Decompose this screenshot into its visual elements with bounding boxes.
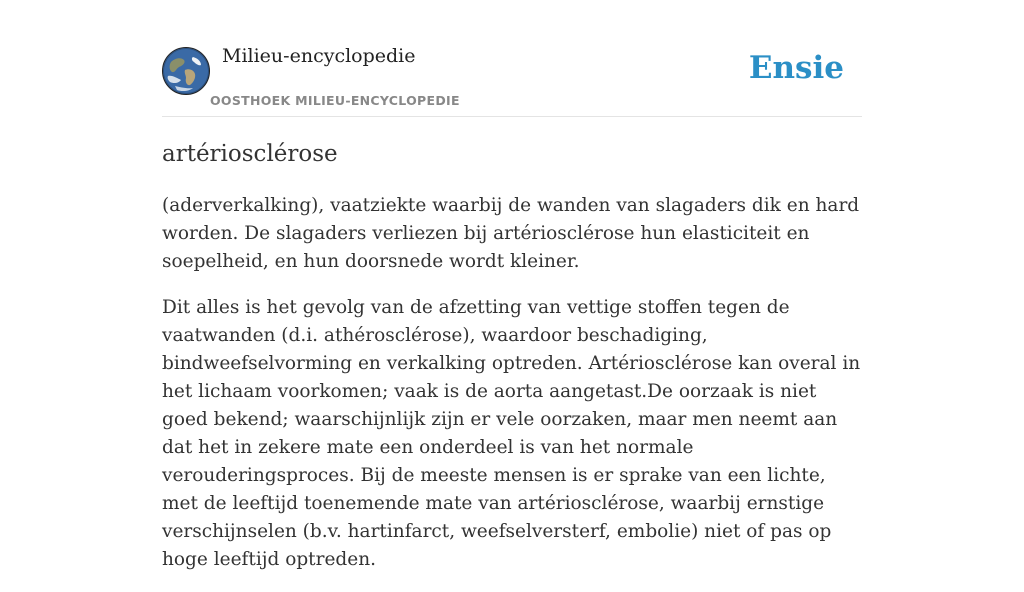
article-paragraph: Dit alles is het gevolg van de afzetting van vettige stoffen tegen de vaatwanden (d.i. athérosclérose), waardoor beschadiging, bindweefselvorming en verkalking optreden. Artériosclérose kan overal in het lichaam voorkomen; vaak is de aorta aangetast.De oorzaak is niet goed bekend; waarschijnlijk zijn er vele oorzaken, maar men neemt aan dat het in zekere mate een onderdeel is van het normale verouderingsproces. Bij de meeste mensen is er sprake van een lichte, met de leeftijd toenemende mate van artériosclérose, waarbij ernstige verschijnselen (b.v. hartinfarct, weefselversterf, embolie) niet of pas op hoge leeftijd optreden. [162, 297, 861, 570]
brand-logo-link[interactable]: Ensie [748, 50, 844, 86]
article-content [162, 138, 862, 592]
earth-globe-icon[interactable] [162, 47, 210, 95]
article-paragraph: (aderverkalking), vaatziekte waarbij de wanden van slagaders dik en hard worden. De slagaders verliezen bij artériosclérose hun elasticiteit en soepelheid, en hun doorsnede wordt kleiner. [162, 195, 860, 272]
header [162, 40, 862, 117]
article-term: artériosclérose [162, 141, 338, 167]
source-subtitle: OOSTHOEK MILIEU-ENCYCLOPEDIE [210, 93, 460, 108]
source-title-link[interactable]: Milieu-encyclopedie [222, 45, 416, 67]
